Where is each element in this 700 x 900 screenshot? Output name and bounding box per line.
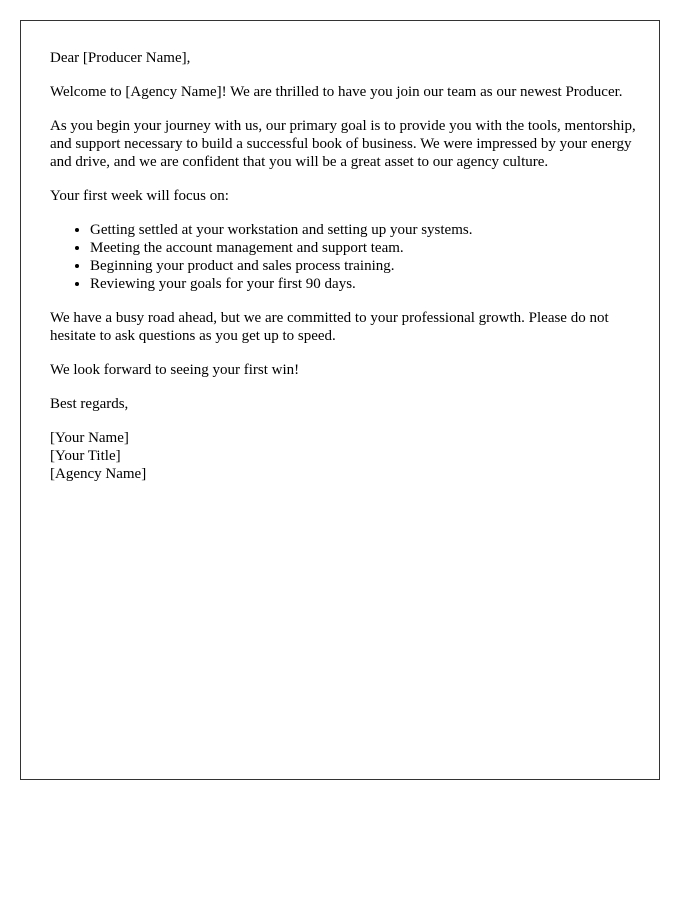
journey-paragraph: As you begin your journey with us, our primary goal is to provide you with the tools, mentorship, and support necessary to build a successful book of business. We were impressed by your energy and drive, and we are confident that you will be a great asset to our agency culture. <box>50 118 636 170</box>
letter-frame <box>20 20 660 780</box>
salutation: Dear [Producer Name], <box>50 50 191 66</box>
letter-body <box>50 49 640 483</box>
welcome-paragraph: Welcome to [Agency Name]! We are thrilled to have you join our team as our newest Producer. <box>50 84 623 100</box>
list-item: • Meeting the account management and support team. <box>90 239 640 257</box>
first-week-list <box>50 221 640 293</box>
signature-name: [Your Name] <box>50 430 129 446</box>
closing: Best regards, <box>50 396 129 412</box>
signature-agency: [Agency Name] <box>50 466 147 482</box>
list-item: • Beginning your product and sales process training. <box>90 257 640 275</box>
growth-paragraph: We have a busy road ahead, but we are committed to your professional growth. Please do not hesitate to ask questions as you get up to speed. <box>50 310 609 344</box>
signature-block <box>50 429 640 483</box>
list-item: • Getting settled at your workstation and setting up your systems. <box>90 221 640 239</box>
first-week-intro: Your first week will focus on: <box>50 188 229 204</box>
first-win-paragraph: We look forward to seeing your first win! <box>50 362 300 378</box>
list-item: • Reviewing your goals for your first 90 days. <box>90 275 640 293</box>
signature-title: [Your Title] <box>50 448 121 464</box>
